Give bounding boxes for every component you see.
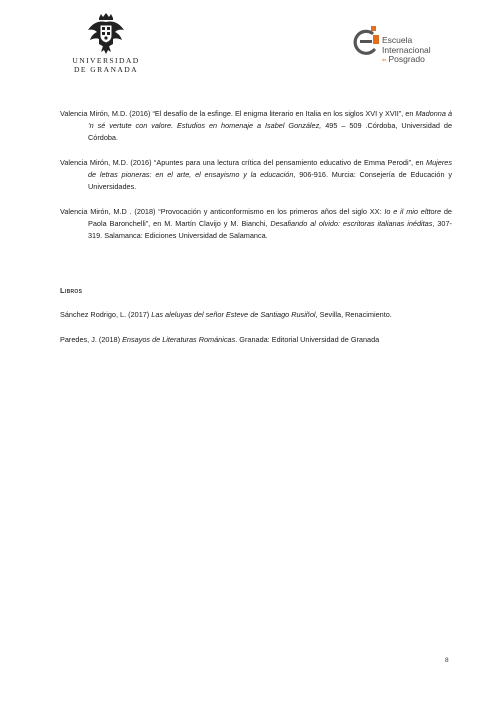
reference-title: Io e il mio elttore — [384, 207, 442, 216]
book-item — [60, 309, 452, 321]
book-text: Sánchez Rodrigo, L. (2017) — [60, 310, 152, 319]
reference-text: , 906-916. Murcia: Consejería de Educación y Universidades. — [88, 170, 452, 191]
school-name-prefix: de — [382, 57, 387, 62]
eip-logo-icon — [352, 26, 382, 58]
reference-text: Valencia Mirón, M.D. (2016) “El desafío de la esfinge. El enigma literario en Italia en los siglos XVI y XVII”, en — [60, 109, 416, 118]
book-title: Ensayos de Literaturas Románicas — [122, 335, 236, 344]
book-text: , Sevilla, Renacimiento. — [315, 310, 392, 319]
reference-item — [60, 157, 452, 193]
reference-text: 495 – 509 .Córdoba, Universidad de Córdoba. — [88, 121, 453, 142]
school-name-line1: Escuela — [382, 35, 413, 45]
coat-of-arms-icon — [86, 12, 126, 56]
university-logo — [66, 12, 146, 84]
book-title: Las aleluyas del señor Esteve de Santiago Rusiñol — [151, 310, 316, 319]
reference-text: de Paola Baronchelli”, en M. Martín Clavijo y M. Bianchi, — [88, 207, 452, 228]
book-item — [60, 334, 452, 346]
book-text: . Granada: Editorial Universidad de Granada — [235, 335, 380, 344]
reference-item — [60, 108, 452, 144]
reference-text: Valencia Mirón, M.D. (2016) “Apuntes para una lectura crítica del pensamiento educativo de Emma Perodi”, en — [60, 158, 427, 167]
book-text: Paredes, J. (2018) — [60, 335, 123, 344]
reference-title: Madonna à ’n sé vertute con valore. Estudios en homenaje a Isabel González, — [88, 109, 452, 130]
reference-text: , 307- 319. Salamanca: Ediciones Universidad de Salamanca. — [88, 219, 452, 240]
page-number: 8 — [445, 657, 449, 664]
school-logo — [352, 26, 462, 68]
school-name-line2: Internacional — [382, 44, 431, 55]
reference-text: Valencia Mirón, M.D . (2018) “Provocación y anticonformismo en los primeros años del siglo XX: — [60, 207, 385, 216]
document-body — [60, 108, 452, 359]
school-name-line3: Posgrado — [388, 54, 425, 64]
reference-title: Mujeres de letras pioneras: en el arte, el ensayismo y la educación — [88, 158, 452, 179]
university-name-line2: DE GRANADA — [74, 65, 138, 74]
university-name-line1: UNIVERSIDAD — [72, 56, 140, 65]
reference-title: Desafiando al olvido: escritoras italianas inéditas — [270, 219, 433, 228]
section-title-books: Libros — [60, 286, 83, 295]
reference-item — [60, 206, 452, 242]
